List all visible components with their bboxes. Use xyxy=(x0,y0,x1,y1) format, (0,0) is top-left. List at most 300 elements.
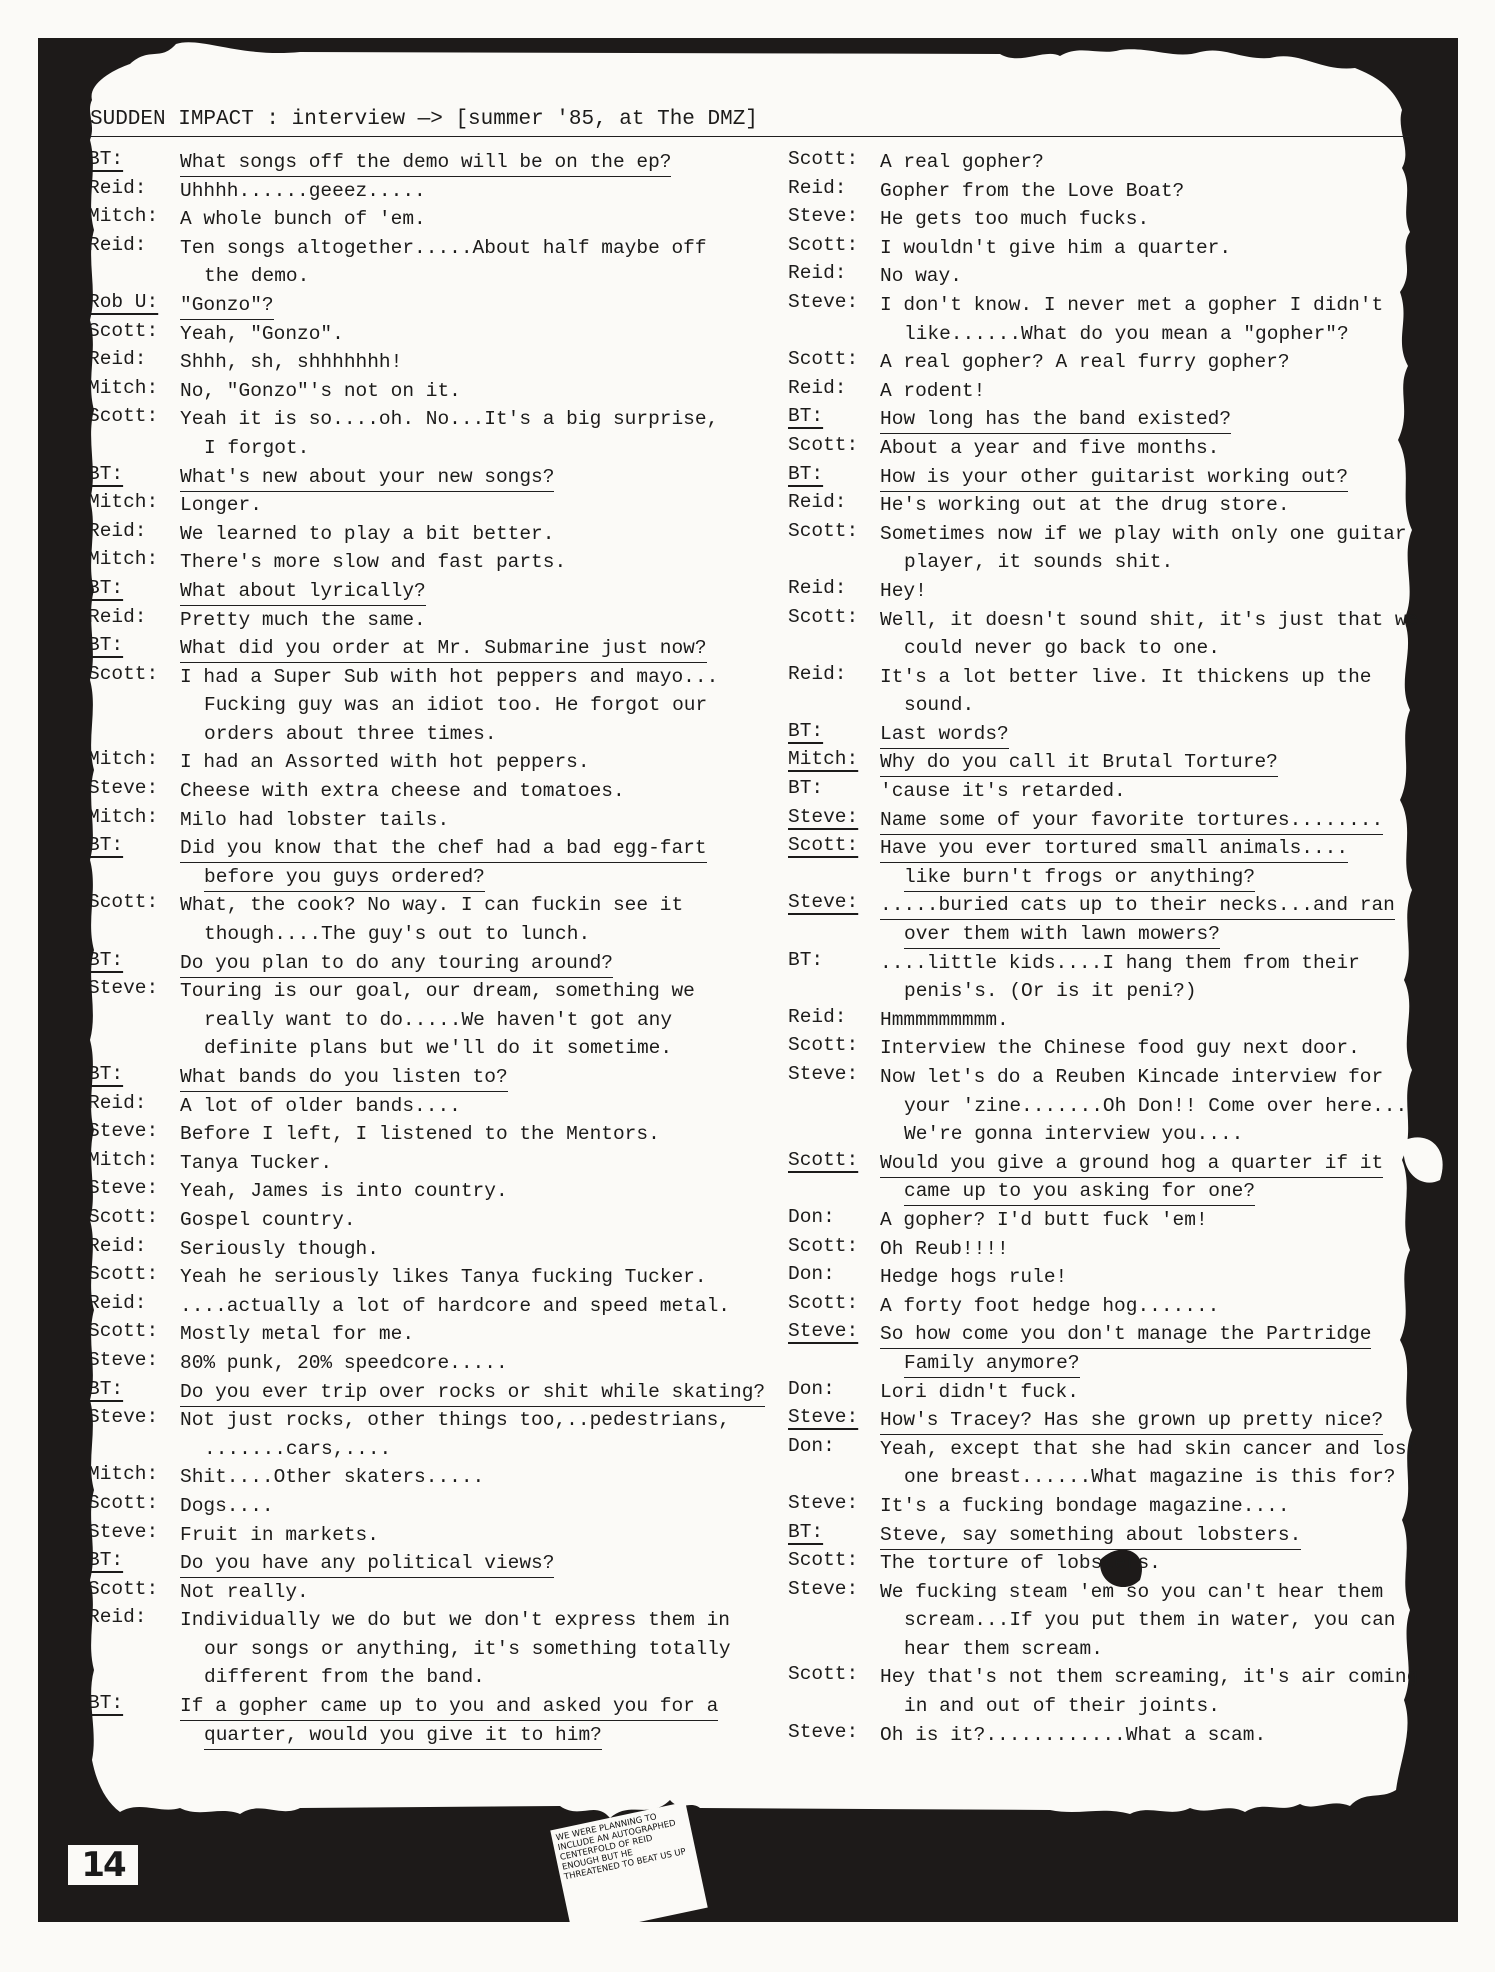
dialogue-line xyxy=(88,1120,768,1149)
utterance xyxy=(180,606,768,635)
utterance xyxy=(180,1349,768,1378)
utterance-line xyxy=(180,1149,768,1178)
speaker-name: Mitch: xyxy=(88,205,159,228)
utterance-line xyxy=(180,949,768,978)
speaker-name: BT: xyxy=(88,634,124,657)
utterance-text: Interview the Chinese food guy next door. xyxy=(880,1037,1360,1060)
utterance xyxy=(180,1177,768,1206)
utterance-line xyxy=(880,177,1468,206)
utterance-line xyxy=(880,234,1468,263)
utterance-text: Oh is it?............What a scam. xyxy=(880,1723,1267,1746)
speaker-name: Rob U: xyxy=(88,290,159,313)
utterance xyxy=(880,663,1468,720)
utterance xyxy=(880,606,1468,663)
dialogue-line xyxy=(788,806,1468,835)
utterance-line xyxy=(180,320,768,349)
utterance-text: one breast......What magazine is this for? xyxy=(904,1466,1396,1489)
utterance xyxy=(880,1063,1468,1149)
dialogue-line xyxy=(788,1578,1468,1664)
utterance xyxy=(880,1235,1468,1264)
utterance-text: How's Tracey? Has she grown up pretty nice? xyxy=(880,1409,1383,1435)
utterance-text: What songs off the demo will be on the ep? xyxy=(180,151,671,177)
utterance-text: Have you ever tortured small animals.... xyxy=(880,837,1348,863)
utterance-text: Individually we do but we don't express them in xyxy=(180,1609,730,1632)
speaker-name: Mitch: xyxy=(88,1148,159,1171)
utterance-text: Dogs.... xyxy=(180,1494,274,1517)
utterance-line xyxy=(180,691,768,720)
utterance-text: Hey! xyxy=(880,579,927,602)
utterance-line xyxy=(180,1177,768,1206)
utterance xyxy=(180,1263,768,1292)
utterance xyxy=(180,1292,768,1321)
utterance-text: Mostly metal for me. xyxy=(180,1323,415,1346)
utterance-line xyxy=(180,548,768,577)
dialogue-line xyxy=(788,748,1468,777)
utterance-text: Ten songs altogether.....About half maybe off xyxy=(180,236,707,259)
speaker-name: Reid: xyxy=(88,233,147,256)
utterance xyxy=(180,1120,768,1149)
utterance xyxy=(880,949,1468,1006)
utterance-line xyxy=(180,977,768,1006)
dialogue-line xyxy=(88,1206,768,1235)
utterance-line xyxy=(880,1006,1468,1035)
utterance-text: Shhh, sh, shhhhhhh! xyxy=(180,351,403,374)
speaker-name: Mitch: xyxy=(88,748,159,771)
utterance-line xyxy=(180,1235,768,1264)
utterance-line xyxy=(880,1406,1468,1435)
utterance-line xyxy=(180,148,768,177)
dialogue-line xyxy=(88,1292,768,1321)
utterance-line xyxy=(880,1578,1468,1607)
utterance-text: No, "Gonzo"'s not on it. xyxy=(180,379,461,402)
utterance-line xyxy=(880,1120,1468,1149)
utterance-text: It's a lot better live. It thickens up the xyxy=(880,665,1372,688)
speaker-name: Steve: xyxy=(788,805,859,828)
speaker-name: Reid: xyxy=(788,1005,847,1028)
utterance xyxy=(880,177,1468,206)
dialogue-line xyxy=(88,405,768,462)
utterance xyxy=(180,977,768,1063)
utterance-text: About a year and five months. xyxy=(880,436,1220,459)
utterance-text: 80% punk, 20% speedcore..... xyxy=(180,1351,508,1374)
dialogue-line xyxy=(788,520,1468,577)
utterance xyxy=(180,1406,768,1463)
dialogue-line xyxy=(788,1263,1468,1292)
utterance xyxy=(180,777,768,806)
utterance xyxy=(180,663,768,749)
utterance-text: I don't know. I never met a gopher I didn't xyxy=(880,293,1384,316)
utterance-text: Hey that's not them screaming, it's air coming xyxy=(880,1666,1419,1689)
utterance xyxy=(180,1206,768,1235)
utterance-line xyxy=(880,1549,1468,1578)
utterance-text: "Gonzo"? xyxy=(180,294,274,320)
utterance xyxy=(180,834,768,891)
utterance-line xyxy=(180,834,768,863)
utterance-line xyxy=(180,1549,768,1578)
speaker-name: Scott: xyxy=(88,405,159,428)
utterance-line xyxy=(880,1378,1468,1407)
page-number: 14 xyxy=(68,1845,138,1885)
utterance-text: What did you order at Mr. Submarine just now? xyxy=(180,637,707,663)
speaker-name: Scott: xyxy=(788,834,859,857)
utterance-text: .......cars,.... xyxy=(204,1437,392,1460)
utterance-text: 'cause it's retarded. xyxy=(880,780,1126,803)
utterance-line xyxy=(180,1034,768,1063)
utterance xyxy=(180,949,768,978)
dialogue-line xyxy=(788,663,1468,720)
utterance xyxy=(180,1378,768,1407)
utterance-text: player, it sounds shit. xyxy=(904,551,1174,574)
utterance-text: could never go back to one. xyxy=(904,637,1220,660)
utterance-line xyxy=(880,405,1468,434)
utterance-line xyxy=(880,720,1468,749)
utterance xyxy=(180,806,768,835)
speaker-name: Reid: xyxy=(88,605,147,628)
utterance-text: Did you know that the chef had a bad egg-fart xyxy=(180,837,707,863)
utterance xyxy=(180,1692,768,1749)
utterance-text: Pretty much the same. xyxy=(180,608,426,631)
dialogue-line xyxy=(788,1006,1468,1035)
utterance xyxy=(880,1406,1468,1435)
speaker-name: Scott: xyxy=(788,1034,859,1057)
utterance-line xyxy=(880,1292,1468,1321)
utterance-line xyxy=(880,377,1468,406)
utterance-line xyxy=(880,1177,1468,1206)
utterance xyxy=(880,520,1468,577)
utterance-text: I forgot. xyxy=(204,436,310,459)
utterance-text: Steve, say something about lobsters. xyxy=(880,1524,1301,1550)
utterance-line xyxy=(180,205,768,234)
speaker-name: Steve: xyxy=(88,1120,159,1143)
utterance xyxy=(180,548,768,577)
speaker-name: Steve: xyxy=(88,1348,159,1371)
utterance-line xyxy=(880,949,1468,978)
dialogue-line xyxy=(88,548,768,577)
utterance xyxy=(880,1721,1468,1750)
utterance-line xyxy=(880,1492,1468,1521)
speaker-name: BT: xyxy=(788,777,824,800)
utterance xyxy=(180,634,768,663)
utterance-text: Do you ever trip over rocks or shit while skating? xyxy=(180,1381,765,1407)
speaker-name: Reid: xyxy=(788,662,847,685)
utterance xyxy=(180,234,768,291)
speaker-name: Don: xyxy=(788,1434,835,1457)
utterance-text: We're gonna interview you.... xyxy=(904,1123,1244,1146)
utterance xyxy=(180,891,768,948)
speaker-name: BT: xyxy=(88,148,124,170)
speaker-name: Steve: xyxy=(88,1406,159,1429)
utterance-line xyxy=(180,1263,768,1292)
utterance-line xyxy=(180,1692,768,1721)
utterance-text: Do you plan to do any touring around? xyxy=(180,952,613,978)
utterance-line xyxy=(180,491,768,520)
utterance-text: definite plans but we'll do it sometime. xyxy=(204,1037,673,1060)
utterance-text: Would you give a ground hog a quarter if it xyxy=(880,1152,1383,1178)
utterance xyxy=(880,291,1468,348)
utterance-text: A real gopher? xyxy=(880,151,1044,173)
dialogue-line xyxy=(788,1063,1468,1149)
utterance-line xyxy=(880,834,1468,863)
utterance-text: ....little kids....I hang them from their xyxy=(880,951,1360,974)
utterance-text: Lori didn't fuck. xyxy=(880,1380,1079,1403)
utterance-text: Yeah, except that she had skin cancer and lost xyxy=(880,1437,1419,1460)
utterance-text: Yeah he seriously likes Tanya fucking Tucker. xyxy=(180,1266,707,1289)
utterance xyxy=(880,720,1468,749)
utterance-line xyxy=(880,863,1468,892)
dialogue-line xyxy=(88,577,768,606)
utterance-line xyxy=(180,720,768,749)
right-column xyxy=(788,148,1468,1749)
speaker-name: Mitch: xyxy=(88,491,159,514)
utterance xyxy=(880,834,1468,891)
utterance xyxy=(880,1378,1468,1407)
speaker-name: Steve: xyxy=(788,290,859,313)
dialogue-line xyxy=(788,262,1468,291)
utterance-text: like......What do you mean a "gopher"? xyxy=(904,322,1349,345)
utterance-line xyxy=(180,606,768,635)
speaker-name: Reid: xyxy=(788,576,847,599)
utterance-text: Touring is our goal, our dream, something we xyxy=(180,980,695,1003)
utterance xyxy=(880,463,1468,492)
utterance-text: Gospel country. xyxy=(180,1208,356,1231)
utterance-line xyxy=(880,1435,1468,1464)
utterance-line xyxy=(880,434,1468,463)
dialogue-line xyxy=(788,1549,1468,1578)
utterance-text: sound. xyxy=(904,694,975,717)
utterance xyxy=(880,148,1468,177)
utterance-line xyxy=(180,891,768,920)
utterance xyxy=(880,1206,1468,1235)
speaker-name: Scott: xyxy=(788,1549,859,1572)
utterance-text: I wouldn't give him a quarter. xyxy=(880,236,1232,259)
left-column xyxy=(88,148,768,1749)
utterance-text: Gopher from the Love Boat? xyxy=(880,179,1185,202)
utterance-text: How long has the band existed? xyxy=(880,408,1231,434)
dialogue-line xyxy=(88,748,768,777)
utterance-text: What, the cook? No way. I can fuckin see it xyxy=(180,894,684,917)
dialogue-line xyxy=(788,1492,1468,1521)
utterance-line xyxy=(180,463,768,492)
dialogue-line xyxy=(88,1378,768,1407)
dialogue-line xyxy=(88,606,768,635)
utterance xyxy=(880,405,1468,434)
utterance-text: Cheese with extra cheese and tomatoes. xyxy=(180,780,625,803)
utterance xyxy=(180,1578,768,1607)
utterance xyxy=(180,491,768,520)
speaker-name: Steve: xyxy=(788,1063,859,1085)
utterance-text: penis's. (Or is it peni?) xyxy=(904,980,1197,1003)
dialogue-line xyxy=(788,1320,1468,1377)
utterance-text: A gopher? I'd butt fuck 'em! xyxy=(880,1208,1208,1231)
utterance xyxy=(180,1320,768,1349)
utterance-text: Yeah, "Gonzo". xyxy=(180,322,344,345)
dialogue-line xyxy=(788,291,1468,348)
utterance-line xyxy=(180,405,768,434)
dialogue-line xyxy=(88,1578,768,1607)
speaker-name: Mitch: xyxy=(88,805,159,828)
dialogue-line xyxy=(788,1034,1468,1063)
utterance xyxy=(880,1435,1468,1492)
utterance xyxy=(880,1149,1468,1206)
utterance-text: your 'zine.......Oh Don!! Come over here... xyxy=(904,1094,1408,1117)
utterance-text: like burn't frogs or anything? xyxy=(904,866,1255,892)
utterance-text: He gets too much fucks. xyxy=(880,208,1150,231)
speaker-name: Steve: xyxy=(88,1177,159,1200)
dialogue-line xyxy=(88,891,768,948)
utterance xyxy=(180,1549,768,1578)
utterance-line xyxy=(180,663,768,692)
utterance xyxy=(180,1063,768,1092)
utterance xyxy=(880,434,1468,463)
dialogue-line xyxy=(88,806,768,835)
utterance-line xyxy=(180,1349,768,1378)
utterance-text: The torture of lobsters. xyxy=(880,1552,1161,1575)
utterance xyxy=(880,1663,1468,1720)
utterance-line xyxy=(880,1635,1468,1664)
utterance-line xyxy=(880,262,1468,291)
utterance-line xyxy=(880,977,1468,1006)
utterance-text: A rodent! xyxy=(880,379,986,402)
dialogue-line xyxy=(88,1320,768,1349)
utterance xyxy=(180,577,768,606)
utterance-line xyxy=(880,548,1468,577)
dialogue-line xyxy=(88,1177,768,1206)
speaker-name: Scott: xyxy=(788,1148,859,1171)
speaker-name: BT: xyxy=(788,1520,824,1543)
utterance-line xyxy=(880,148,1468,177)
speaker-name: Scott: xyxy=(88,1491,159,1514)
utterance-text: Hmmmmmmmmm. xyxy=(880,1008,1009,1031)
utterance xyxy=(880,1034,1468,1063)
speaker-name: Reid: xyxy=(788,491,847,514)
dialogue-line xyxy=(788,377,1468,406)
content-area xyxy=(88,102,1418,1782)
dialogue-line xyxy=(88,1349,768,1378)
speaker-name: Mitch: xyxy=(88,1463,159,1486)
utterance-text: came up to you asking for one? xyxy=(904,1180,1255,1206)
utterance-text: Name some of your favorite tortures........ xyxy=(880,809,1383,835)
speaker-name: Reid: xyxy=(88,1091,147,1114)
utterance-line xyxy=(180,1635,768,1664)
dialogue-line xyxy=(88,234,768,291)
dialogue-line xyxy=(788,1292,1468,1321)
speaker-name: Steve: xyxy=(788,891,859,914)
utterance xyxy=(180,520,768,549)
utterance-line xyxy=(180,1521,768,1550)
speaker-name: Scott: xyxy=(788,605,859,628)
utterance xyxy=(880,1006,1468,1035)
dialogue-line xyxy=(88,663,768,749)
utterance-text: Tanya Tucker. xyxy=(180,1151,333,1174)
utterance xyxy=(180,148,768,177)
speaker-name: Steve: xyxy=(788,1320,859,1343)
utterance-line xyxy=(880,606,1468,635)
utterance xyxy=(180,1235,768,1264)
dialogue-line xyxy=(788,205,1468,234)
dialogue-line xyxy=(88,520,768,549)
utterance-line xyxy=(180,1463,768,1492)
utterance-text: Why do you call it Brutal Torture? xyxy=(880,751,1278,777)
utterance-line xyxy=(880,1063,1468,1092)
page-title: SUDDEN IMPACT : interview —> [summer '85, at The DMZ] xyxy=(90,108,1410,137)
utterance-line xyxy=(180,1378,768,1407)
utterance-text: I had an Assorted with hot peppers. xyxy=(180,751,590,774)
utterance-text: Before I left, I listened to the Mentors. xyxy=(180,1123,660,1146)
utterance-line xyxy=(880,1349,1468,1378)
speaker-name: BT: xyxy=(88,1377,124,1400)
utterance-line xyxy=(880,205,1468,234)
utterance-line xyxy=(180,1320,768,1349)
dialogue-line xyxy=(88,1063,768,1092)
utterance xyxy=(180,463,768,492)
utterance-text: A real gopher? A real furry gopher? xyxy=(880,351,1290,374)
utterance-text: No way. xyxy=(880,265,962,288)
speaker-name: Steve: xyxy=(88,1520,159,1543)
dialogue-line xyxy=(788,463,1468,492)
dialogue-line xyxy=(788,405,1468,434)
utterance-text: He's working out at the drug store. xyxy=(880,494,1290,517)
utterance xyxy=(180,320,768,349)
utterance-text: our songs or anything, it's something totally xyxy=(204,1637,731,1660)
utterance-line xyxy=(180,434,768,463)
utterance-line xyxy=(880,748,1468,777)
utterance-text: though....The guy's out to lunch. xyxy=(204,923,591,946)
utterance xyxy=(180,377,768,406)
utterance-line xyxy=(180,1063,768,1092)
dialogue-line xyxy=(788,720,1468,749)
speaker-name: BT: xyxy=(788,948,824,971)
speaker-name: BT: xyxy=(88,834,124,857)
utterance xyxy=(180,205,768,234)
speaker-name: Mitch: xyxy=(788,748,859,771)
utterance-line xyxy=(880,463,1468,492)
speaker-name: Reid: xyxy=(788,176,847,199)
dialogue-line xyxy=(788,1378,1468,1407)
utterance-line xyxy=(180,1721,768,1750)
speaker-name: BT: xyxy=(788,462,824,485)
utterance-line xyxy=(880,1149,1468,1178)
utterance-line xyxy=(880,1606,1468,1635)
utterance-text: How is your other guitarist working out? xyxy=(880,466,1348,492)
utterance-text: Now let's do a Reuben Kincade interview for xyxy=(880,1066,1384,1088)
utterance-line xyxy=(180,1492,768,1521)
utterance-text: quarter, would you give it to him? xyxy=(204,1724,602,1750)
utterance-text: Shit....Other skaters..... xyxy=(180,1466,485,1489)
dialogue-line xyxy=(788,348,1468,377)
dialogue-line xyxy=(788,434,1468,463)
utterance-text: Not really. xyxy=(180,1580,309,1603)
speaker-name: Don: xyxy=(788,1377,835,1400)
utterance xyxy=(880,1492,1468,1521)
utterance-line xyxy=(880,1263,1468,1292)
dialogue-line xyxy=(88,977,768,1063)
dialogue-line xyxy=(88,949,768,978)
dialogue-line xyxy=(88,291,768,320)
speaker-name: BT: xyxy=(788,405,824,428)
speaker-name: Scott: xyxy=(88,662,159,685)
dialogue-line xyxy=(788,891,1468,948)
speaker-name: Scott: xyxy=(788,1663,859,1686)
utterance xyxy=(180,177,768,206)
utterance-text: I had a Super Sub with hot peppers and mayo... xyxy=(180,665,719,688)
utterance xyxy=(880,491,1468,520)
utterance-text: It's a fucking bondage magazine.... xyxy=(880,1494,1290,1517)
speaker-name: Don: xyxy=(788,1205,835,1228)
dialogue-line xyxy=(788,949,1468,1006)
utterance-text: hear them scream. xyxy=(904,1637,1103,1660)
dialogue-line xyxy=(88,634,768,663)
utterance-text: A lot of older bands.... xyxy=(180,1094,461,1117)
